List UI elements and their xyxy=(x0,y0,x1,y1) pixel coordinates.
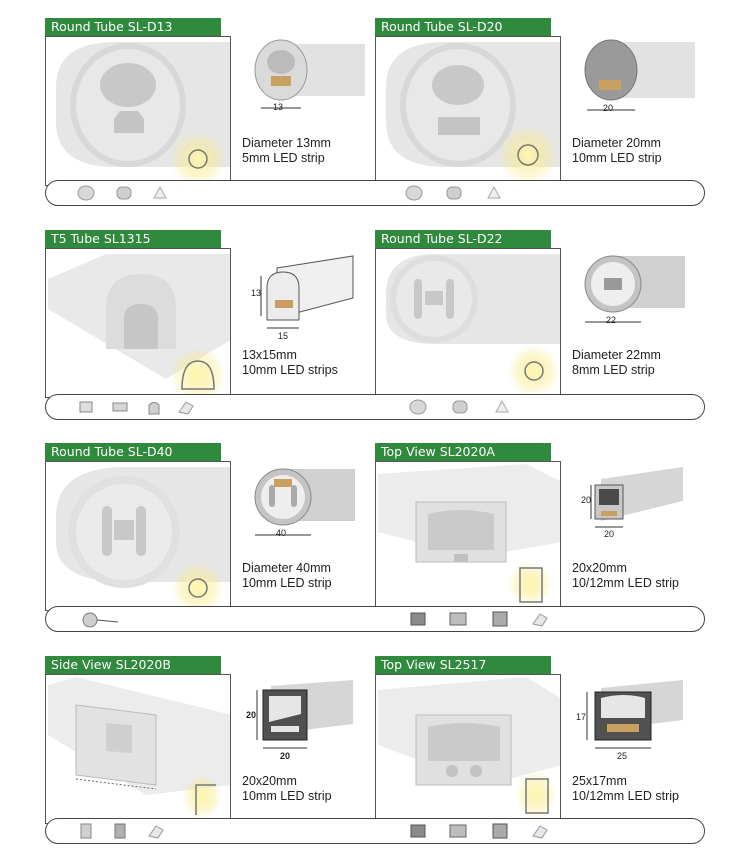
end-cap-icon xyxy=(76,184,96,202)
connector-icon xyxy=(448,822,468,840)
product-title: Side View SL2020B xyxy=(45,656,221,674)
corner-icon xyxy=(176,398,196,416)
product-photo xyxy=(375,36,561,186)
end-cap-icon xyxy=(408,610,428,628)
bracket-icon xyxy=(76,398,96,416)
dimension-label: 15 xyxy=(278,331,289,341)
spec-line: 10mm LED strip xyxy=(572,151,662,165)
product-spec xyxy=(572,136,662,166)
product-spec xyxy=(572,561,679,591)
product-card xyxy=(45,18,375,193)
corner-icon xyxy=(146,822,166,840)
cross-section-diagram xyxy=(241,461,371,556)
dimension-label: 13 xyxy=(251,288,262,298)
product-photo xyxy=(375,674,561,824)
cross-section-diagram xyxy=(571,461,701,556)
connector-icon xyxy=(110,822,130,840)
dimension-label: 20 xyxy=(280,751,291,761)
clip-icon xyxy=(484,184,504,202)
dimension-label: 22 xyxy=(606,315,617,325)
cross-section-diagram xyxy=(241,674,371,769)
dimension-label: 20 xyxy=(581,495,592,505)
dimension-label: 13 xyxy=(273,102,284,112)
spec-line: 10mm LED strip xyxy=(242,576,332,590)
product-title: Top View SL2517 xyxy=(375,656,551,674)
spec-line: 8mm LED strip xyxy=(572,363,655,377)
spec-line: 25x17mm xyxy=(572,774,627,788)
spec-line: Diameter 20mm xyxy=(572,136,661,150)
cross-section-diagram xyxy=(241,36,371,131)
product-card xyxy=(375,443,705,618)
product-card xyxy=(375,18,705,193)
dimension-label: 25 xyxy=(617,751,628,761)
connector-icon xyxy=(444,184,464,202)
cross-section-diagram xyxy=(241,248,371,343)
product-photo xyxy=(45,674,231,824)
product-spec xyxy=(242,136,331,166)
spec-line: Diameter 13mm xyxy=(242,136,331,150)
product-spec xyxy=(242,348,338,378)
accessory-strip xyxy=(45,606,705,632)
spec-line: Diameter 40mm xyxy=(242,561,331,575)
product-card xyxy=(375,230,705,405)
dimension-label: 20 xyxy=(246,710,257,720)
product-title: Round Tube SL-D20 xyxy=(375,18,551,36)
product-title: Round Tube SL-D40 xyxy=(45,443,221,461)
clip-icon xyxy=(150,184,170,202)
accessory-strip xyxy=(45,818,705,844)
spec-line: 20x20mm xyxy=(242,774,297,788)
product-title: T5 Tube SL1315 xyxy=(45,230,221,248)
product-spec xyxy=(242,561,332,591)
cross-section-diagram xyxy=(571,248,701,343)
end-cap-icon xyxy=(404,184,424,202)
end-cap-icon xyxy=(408,822,428,840)
mounting-clip-icon xyxy=(80,610,120,628)
end-cap-icon xyxy=(408,398,428,416)
product-card xyxy=(375,656,705,831)
product-card xyxy=(45,230,375,405)
product-title: Round Tube SL-D13 xyxy=(45,18,221,36)
connector-icon xyxy=(450,398,470,416)
spec-line: 20x20mm xyxy=(572,561,627,575)
product-card xyxy=(45,656,375,831)
end-cap-icon xyxy=(144,398,164,416)
product-spec xyxy=(572,348,661,378)
spec-line: 10/12mm LED strip xyxy=(572,576,679,590)
product-photo xyxy=(45,248,231,398)
dimension-label: 40 xyxy=(276,528,287,538)
spec-line: 10/12mm LED strip xyxy=(572,789,679,803)
connector-icon xyxy=(448,610,468,628)
spec-line: 13x15mm xyxy=(242,348,297,362)
product-photo xyxy=(375,461,561,611)
bracket-icon xyxy=(110,398,130,416)
cross-section-diagram xyxy=(571,674,701,769)
spec-line: 5mm LED strip xyxy=(242,151,325,165)
clip-icon xyxy=(490,822,510,840)
cross-section-diagram xyxy=(571,36,701,131)
clip-icon xyxy=(492,398,512,416)
product-title: Top View SL2020A xyxy=(375,443,551,461)
accessory-strip xyxy=(45,394,705,420)
accessory-strip xyxy=(45,180,705,206)
end-cap-icon xyxy=(76,822,96,840)
product-card xyxy=(45,443,375,618)
corner-icon xyxy=(530,822,550,840)
product-photo xyxy=(45,36,231,186)
dimension-label: 17 xyxy=(576,712,587,722)
dimension-label: 20 xyxy=(603,103,614,113)
corner-icon xyxy=(530,610,550,628)
spec-line: Diameter 22mm xyxy=(572,348,661,362)
spec-line: 10mm LED strip xyxy=(242,789,332,803)
product-photo xyxy=(45,461,231,611)
clip-icon xyxy=(490,610,510,628)
connector-icon xyxy=(114,184,134,202)
product-spec xyxy=(242,774,332,804)
product-photo xyxy=(375,248,561,398)
product-spec xyxy=(572,774,679,804)
spec-line: 10mm LED strips xyxy=(242,363,338,377)
product-title: Round Tube SL-D22 xyxy=(375,230,551,248)
dimension-label: 20 xyxy=(604,529,615,539)
